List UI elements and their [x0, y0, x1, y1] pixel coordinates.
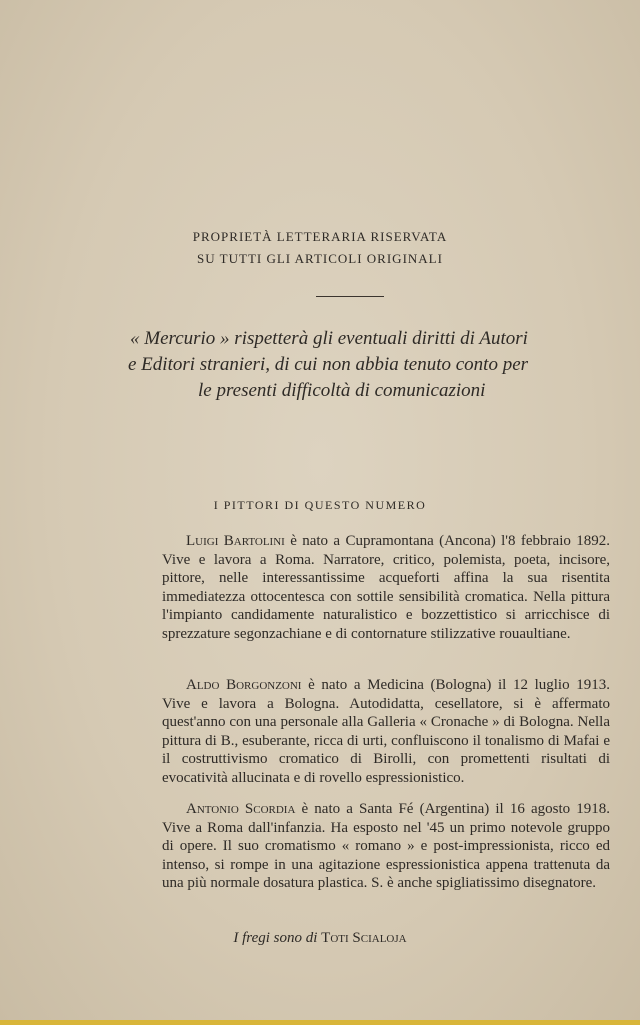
credit-prefix: I fregi sono di [233, 930, 322, 946]
bio-text: è nato a Medicina (Bologna) il 12 luglio 1913. Vive e lavora a Bologna. Autodidatta, cesellatore, si è affermato quest'anno con una personale alla Galleria « Cronache » di Bologna. Nella pittura di B., esuberante, ricca di urti, confluiscono il tonalismo di Mafai e il costruttivismo cromatico di Birolli, con promettenti risultati di evocatività allucinata e di rovello espressionistico. [162, 677, 611, 786]
rights-line-1: PROPRIETÀ LETTERARIA RISERVATA [192, 229, 448, 244]
foreign-rights-notice [122, 326, 592, 404]
bio-name: Aldo Borgonzoni [186, 677, 302, 693]
bio-bartolini [162, 532, 610, 644]
section-title: I PITTORI DI QUESTO NUMERO [213, 498, 427, 512]
bio-text: è nato a Cupramontana (Ancona) l'8 febbraio 1892. Vive e lavora a Roma. Narratore, critico, polemista, poeta, incisore, pittore, nelle interessantissime acqueforti affina la sua risentita immediatezza ottocentesca con sottile sensibilità cromatica. Nella pittura l'impianto candidamente naturalistico e bozzettistico si arricchisce di sprezzature segonzachiane e di contornature stilizzative rouaultiane. [162, 533, 610, 642]
bio-borgonzoni [162, 676, 610, 788]
page-bottom-edge [0, 1020, 640, 1025]
ornaments-credit [0, 930, 640, 947]
bio-name: Antonio Scordia [186, 801, 296, 817]
bio-scordia [162, 800, 610, 893]
notice-line-3: le presenti difficoltà di comunicazioni [198, 380, 486, 401]
bio-text: è nato a Santa Fé (Argentina) il 16 agosto 1918. Vive a Roma dall'infanzia. Ha esposto nel '45 un primo notevole gruppo di opere. Il suo cromatismo « romano » e post-impressionista, ricco ed intenso, si rompe in una agitazione espressionistica appena trattenuta da una più normale dosatura plastica. S. è anche spigliatissimo disegnatore. [162, 801, 610, 892]
rights-notice [0, 226, 640, 270]
notice-line-1: « Mercurio » rispetterà gli eventuali diritti di Autori [130, 328, 528, 349]
notice-line-2: e Editori stranieri, di cui non abbia tenuto conto per [128, 354, 529, 375]
divider-rule [316, 296, 384, 297]
credit-name: Toti Scialoja [321, 930, 407, 946]
rights-line-2: SU TUTTI GLI ARTICOLI ORIGINALI [197, 251, 443, 266]
bio-name: Luigi Bartolini [186, 533, 285, 549]
